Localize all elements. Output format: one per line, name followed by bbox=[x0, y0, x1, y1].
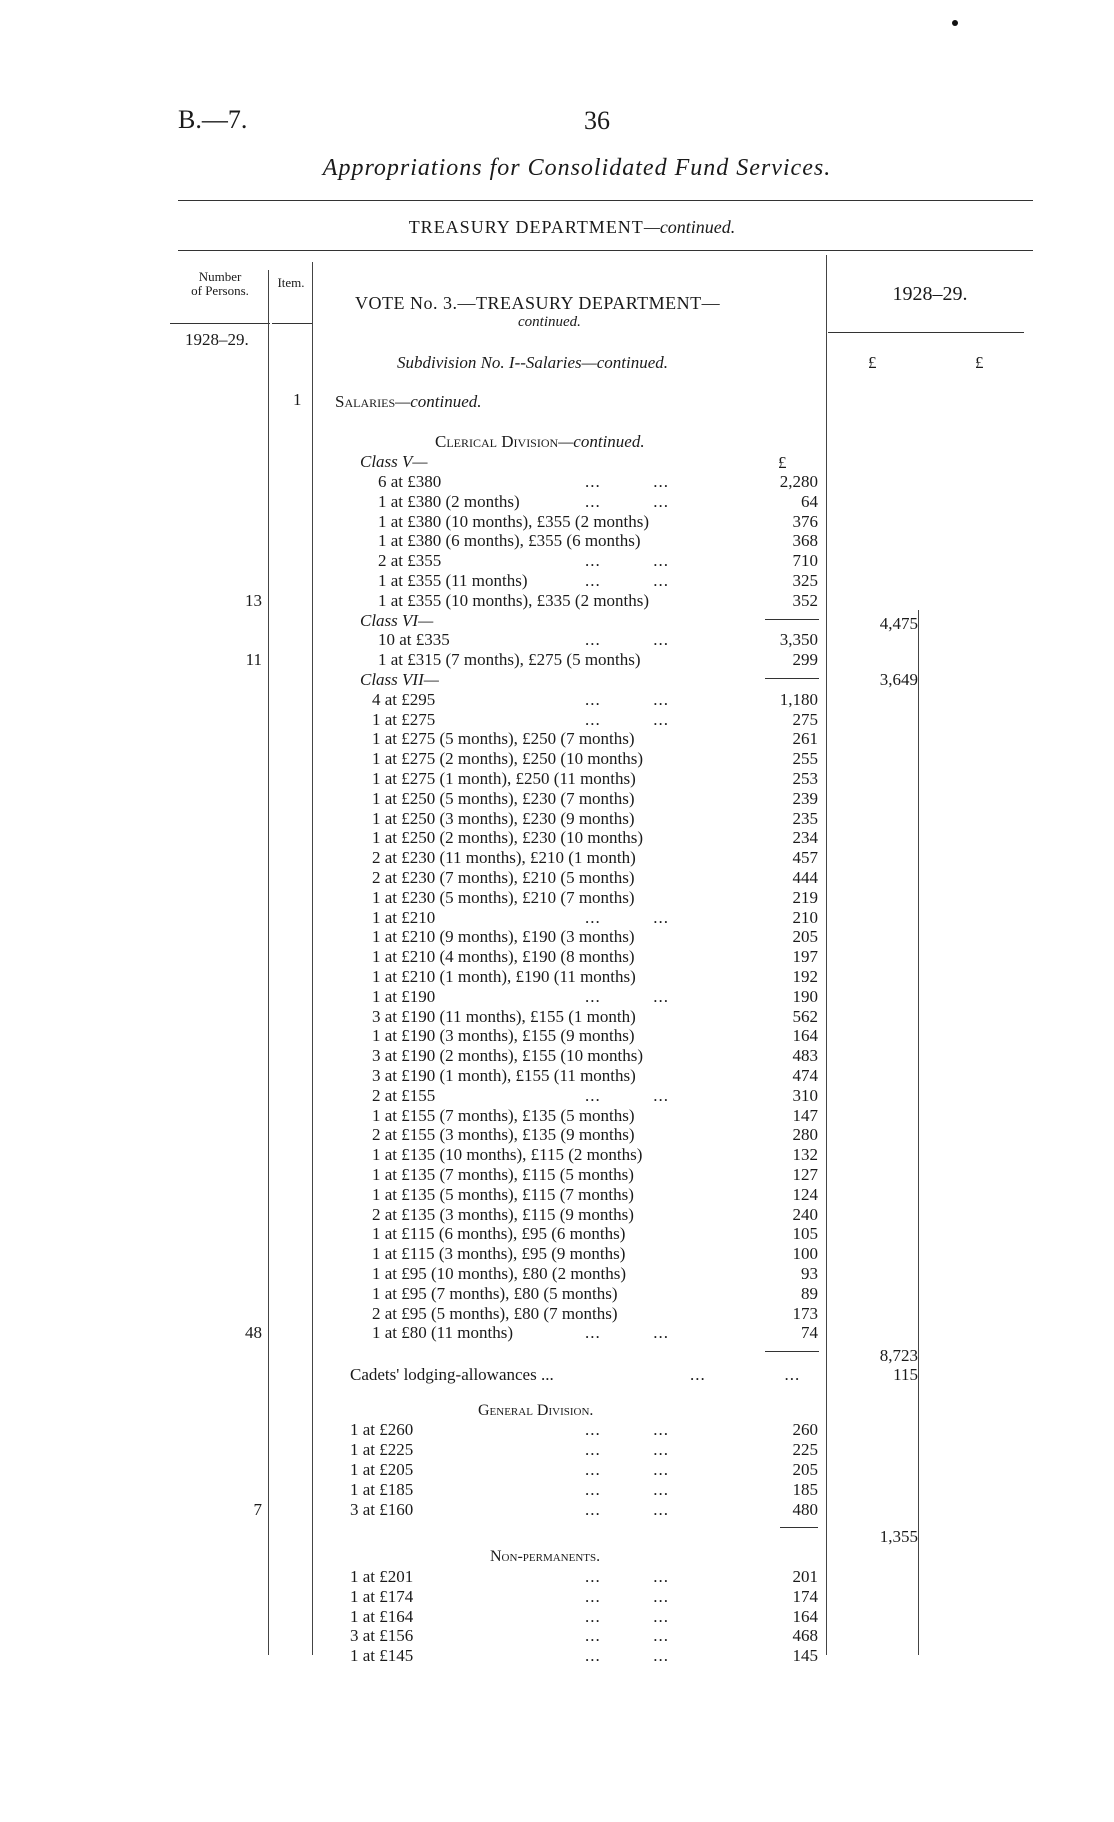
general-division-heading: General Division. bbox=[478, 1401, 594, 1419]
line-amount: 132 bbox=[792, 1145, 818, 1165]
page-number: 36 bbox=[584, 106, 610, 135]
division-total: 1,355 bbox=[879, 1527, 918, 1547]
detail-line: 1 at £164 bbox=[350, 1606, 414, 1626]
persons-label-line1: Number bbox=[198, 269, 242, 284]
item-column-header: Item. bbox=[277, 275, 305, 290]
detail-line: 1 at £205 bbox=[350, 1460, 414, 1480]
persons-count: 13 bbox=[245, 590, 262, 610]
line-amount: 235 bbox=[792, 808, 818, 828]
detail-line: 1 at £315 (7 months), £275 (5 months) bbox=[378, 650, 641, 670]
clerical-division-heading bbox=[435, 432, 645, 452]
detail-line: 1 at £250 (3 months), £230 (9 months) bbox=[372, 808, 635, 828]
detail-line: 3 at £156 bbox=[350, 1626, 414, 1646]
leader-dots: ... ... bbox=[585, 709, 669, 729]
line-amount: 89 bbox=[801, 1283, 818, 1303]
line-amount: 3,350 bbox=[779, 630, 818, 650]
line-amount: 205 bbox=[792, 927, 818, 947]
detail-line: 1 at £275 bbox=[372, 709, 436, 729]
detail-line: 6 at £380 bbox=[378, 472, 442, 491]
detail-line: 2 at £230 (7 months), £210 (5 months) bbox=[372, 868, 635, 887]
detail-line: 1 at £230 (5 months), £210 (7 months) bbox=[372, 887, 635, 907]
line-amount: 253 bbox=[792, 769, 818, 788]
class-vii-label: Class VII— bbox=[360, 670, 439, 689]
detail-line: 1 at £115 (3 months), £95 (9 months) bbox=[372, 1244, 626, 1264]
leader-dots: ... ... bbox=[585, 1479, 669, 1499]
line-amount: 164 bbox=[792, 1606, 818, 1626]
persons-column-header bbox=[170, 270, 270, 298]
line-amount: 234 bbox=[792, 828, 818, 848]
line-amount: 127 bbox=[792, 1165, 818, 1184]
detail-line: 1 at £380 (6 months), £355 (6 months) bbox=[378, 531, 641, 551]
line-amount: 174 bbox=[792, 1586, 818, 1606]
department-name: TREASURY DEPARTMENT bbox=[408, 217, 644, 237]
line-amount: 376 bbox=[792, 511, 818, 531]
pound-col-2: £ bbox=[975, 353, 984, 372]
line-amount: 173 bbox=[792, 1303, 818, 1323]
leader-dots: ... ... bbox=[585, 907, 669, 927]
line-amount: 310 bbox=[792, 1085, 818, 1105]
detail-line: 1 at £80 (11 months) bbox=[372, 1323, 514, 1343]
detail-line: 1 at £115 (6 months), £95 (6 months) bbox=[372, 1224, 626, 1244]
line-amount: 192 bbox=[792, 967, 818, 986]
detail-line: 1 at £145 bbox=[350, 1646, 414, 1666]
class-vi-label: Class VI— bbox=[360, 610, 434, 630]
line-amount: 100 bbox=[792, 1244, 818, 1264]
leader-dots: ... ... bbox=[585, 1646, 669, 1666]
item-number: 1 bbox=[293, 390, 302, 409]
detail-line: 3 at £190 (11 months), £155 (1 month) bbox=[372, 1006, 636, 1026]
line-amount: 239 bbox=[792, 788, 818, 808]
line-amount: 1,180 bbox=[779, 689, 818, 709]
leader-dots: ... ... bbox=[585, 551, 669, 571]
detail-line: 1 at £210 (1 month), £190 (11 months) bbox=[372, 967, 636, 986]
line-amount: 562 bbox=[792, 1006, 818, 1026]
detail-line: 1 at £380 (2 months) bbox=[378, 491, 520, 511]
line-amount: 474 bbox=[792, 1066, 818, 1085]
item-column-rule bbox=[312, 262, 313, 1655]
line-amount: 190 bbox=[792, 986, 818, 1006]
leader-dots: ... ... bbox=[585, 472, 669, 491]
department-heading bbox=[0, 217, 1114, 238]
line-amount: 64 bbox=[801, 491, 818, 511]
line-amount: 457 bbox=[792, 848, 818, 868]
leader-dots: ... ... bbox=[585, 630, 669, 650]
leader-dots: ... ... bbox=[585, 1085, 669, 1105]
non-permanents-heading: Non-permanents. bbox=[490, 1548, 601, 1566]
line-amount: 219 bbox=[792, 887, 818, 907]
leader-dots: ... ... bbox=[585, 1440, 669, 1460]
detail-line: 1 at £250 (5 months), £230 (7 months) bbox=[372, 788, 635, 808]
clerical-label: Clerical Division bbox=[435, 432, 559, 451]
detail-line: 1 at £355 (11 months) bbox=[378, 571, 528, 590]
leader-dots: ... ... bbox=[585, 1586, 669, 1606]
line-amount: 325 bbox=[792, 571, 818, 590]
persons-column-rule bbox=[268, 270, 269, 1655]
page-mark-dot bbox=[952, 20, 958, 26]
leader-dots: ... ... bbox=[690, 1365, 801, 1384]
detail-line: 1 at £135 (10 months), £115 (2 months) bbox=[372, 1145, 643, 1165]
class-total: 8,723 bbox=[879, 1346, 918, 1366]
cadets-allowance-label: Cadets' lodging-allowances ... bbox=[350, 1365, 554, 1384]
line-amount: 468 bbox=[792, 1626, 818, 1646]
cadets-total: 115 bbox=[893, 1365, 918, 1384]
vote-title-continued: continued. bbox=[518, 314, 581, 330]
pound-col-1: £ bbox=[868, 353, 877, 372]
subtotal-rule bbox=[765, 1351, 819, 1352]
line-amount: 483 bbox=[792, 1046, 818, 1066]
leader-dots: ... ... bbox=[585, 1626, 669, 1646]
detail-line: 1 at £201 bbox=[350, 1566, 414, 1586]
vote-title: VOTE No. 3.—TREASURY DEPARTMENT— bbox=[355, 293, 721, 313]
detail-line: 1 at £190 bbox=[372, 986, 436, 1006]
detail-line: 1 at £135 (5 months), £115 (7 months) bbox=[372, 1184, 634, 1204]
detail-line: 2 at £135 (3 months), £115 (9 months) bbox=[372, 1204, 634, 1224]
line-amount: 261 bbox=[792, 729, 818, 749]
class-total: 3,649 bbox=[879, 670, 918, 689]
subtotal-rule bbox=[780, 1527, 818, 1528]
detail-line: 10 at £335 bbox=[378, 630, 450, 650]
line-amount: 368 bbox=[792, 531, 818, 551]
leader-dots: ... ... bbox=[585, 491, 669, 511]
persons-header-rule bbox=[170, 323, 270, 324]
line-amount: 280 bbox=[792, 1125, 818, 1145]
leader-dots: ... ... bbox=[585, 1460, 669, 1480]
persons-count: 7 bbox=[253, 1499, 262, 1519]
detail-line: 2 at £155 bbox=[372, 1085, 436, 1105]
detail-line: 1 at £260 bbox=[350, 1420, 414, 1440]
line-amount: 164 bbox=[792, 1026, 818, 1046]
leader-dots: ... ... bbox=[585, 571, 669, 590]
detail-line: 1 at £275 (1 month), £250 (11 months) bbox=[372, 769, 636, 788]
line-amount: 201 bbox=[792, 1566, 818, 1586]
subtotal-rule bbox=[765, 678, 819, 679]
detail-line: 2 at £355 bbox=[378, 551, 442, 571]
leader-dots: ... ... bbox=[585, 1499, 669, 1519]
salaries-continued: —continued. bbox=[395, 392, 482, 411]
detail-line: 1 at £275 (5 months), £250 (7 months) bbox=[372, 729, 635, 749]
item-header-rule bbox=[272, 323, 312, 324]
line-amount: 93 bbox=[801, 1264, 818, 1283]
line-amount: 240 bbox=[792, 1204, 818, 1224]
line-amount: 74 bbox=[801, 1323, 818, 1343]
amount-header-rule bbox=[828, 332, 1024, 333]
detail-line: 1 at £275 (2 months), £250 (10 months) bbox=[372, 749, 644, 769]
total-column-rule bbox=[918, 610, 919, 1655]
detail-line: 3 at £190 (1 month), £155 (11 months) bbox=[372, 1066, 636, 1085]
persons-year: 1928–29. bbox=[185, 330, 249, 349]
detail-line: 1 at £95 (10 months), £80 (2 months) bbox=[372, 1264, 627, 1283]
line-amount: 210 bbox=[792, 907, 818, 927]
detail-line: 2 at £155 (3 months), £135 (9 months) bbox=[372, 1125, 635, 1145]
line-amount: 225 bbox=[792, 1440, 818, 1460]
report-reference: B.—7. bbox=[178, 105, 248, 134]
detail-line: 4 at £295 bbox=[372, 689, 436, 709]
clerical-pound-sign: £ bbox=[778, 453, 787, 472]
detail-line: 1 at £210 bbox=[372, 907, 436, 927]
detail-line: 1 at £355 (10 months), £335 (2 months) bbox=[378, 590, 650, 610]
line-amount: 205 bbox=[792, 1460, 818, 1480]
detail-line: 1 at £250 (2 months), £230 (10 months) bbox=[372, 828, 644, 848]
detail-line: 1 at £210 (9 months), £190 (3 months) bbox=[372, 927, 635, 947]
detail-line: 1 at £185 bbox=[350, 1479, 414, 1499]
line-amount: 124 bbox=[792, 1184, 818, 1204]
subtotal-rule bbox=[765, 619, 819, 620]
detail-line: 1 at £380 (10 months), £355 (2 months) bbox=[378, 511, 650, 531]
leader-dots: ... ... bbox=[585, 1420, 669, 1440]
leader-dots: ... ... bbox=[585, 1566, 669, 1586]
leader-dots: ... ... bbox=[585, 689, 669, 709]
line-amount: 299 bbox=[792, 650, 818, 670]
detail-line: 1 at £210 (4 months), £190 (8 months) bbox=[372, 947, 635, 967]
line-amount: 260 bbox=[792, 1420, 818, 1440]
line-amount: 255 bbox=[792, 749, 818, 769]
class-v-label: Class V— bbox=[360, 452, 428, 471]
detail-line: 1 at £155 (7 months), £135 (5 months) bbox=[372, 1105, 635, 1125]
persons-count: 48 bbox=[245, 1323, 262, 1343]
salaries-label: Salaries bbox=[335, 392, 396, 411]
salaries-heading bbox=[335, 392, 482, 412]
amount-year-header: 1928–29. bbox=[892, 283, 968, 305]
detail-line: 3 at £160 bbox=[350, 1499, 414, 1519]
persons-label-line2: of Persons. bbox=[191, 283, 249, 298]
subdivision-heading: Subdivision No. I--Salaries—continued. bbox=[397, 353, 669, 372]
leader-dots: ... ... bbox=[585, 986, 669, 1006]
line-amount: 105 bbox=[792, 1224, 818, 1244]
title-rule bbox=[178, 200, 1033, 201]
detail-line: 1 at £225 bbox=[350, 1440, 414, 1460]
line-amount: 444 bbox=[792, 868, 818, 887]
detail-line: 1 at £95 (7 months), £80 (5 months) bbox=[372, 1283, 618, 1303]
line-amount: 185 bbox=[792, 1479, 818, 1499]
detail-line: 1 at £190 (3 months), £155 (9 months) bbox=[372, 1026, 635, 1046]
clerical-continued: —continued. bbox=[558, 432, 645, 451]
line-amount: 352 bbox=[792, 590, 818, 610]
amount-column-rule bbox=[826, 255, 827, 1655]
line-amount: 275 bbox=[792, 709, 818, 729]
detail-line: 1 at £174 bbox=[350, 1586, 414, 1606]
page-title: Appropriations for Consolidated Fund Services. bbox=[322, 155, 832, 181]
detail-line: 2 at £95 (5 months), £80 (7 months) bbox=[372, 1303, 618, 1323]
line-amount: 197 bbox=[792, 947, 818, 967]
department-suffix: —continued. bbox=[643, 217, 736, 237]
detail-line: 3 at £190 (2 months), £155 (10 months) bbox=[372, 1046, 644, 1066]
class-total: 4,475 bbox=[879, 613, 918, 633]
line-amount: 2,280 bbox=[779, 472, 818, 491]
detail-line: 1 at £135 (7 months), £115 (5 months) bbox=[372, 1165, 634, 1184]
line-amount: 480 bbox=[792, 1499, 818, 1519]
line-amount: 710 bbox=[792, 551, 818, 571]
detail-line: 2 at £230 (11 months), £210 (1 month) bbox=[372, 848, 636, 868]
leader-dots: ... ... bbox=[585, 1323, 669, 1343]
leader-dots: ... ... bbox=[585, 1606, 669, 1626]
dept-rule bbox=[178, 250, 1033, 251]
line-amount: 145 bbox=[792, 1646, 818, 1666]
line-amount: 147 bbox=[792, 1105, 818, 1125]
persons-count: 11 bbox=[245, 650, 262, 670]
